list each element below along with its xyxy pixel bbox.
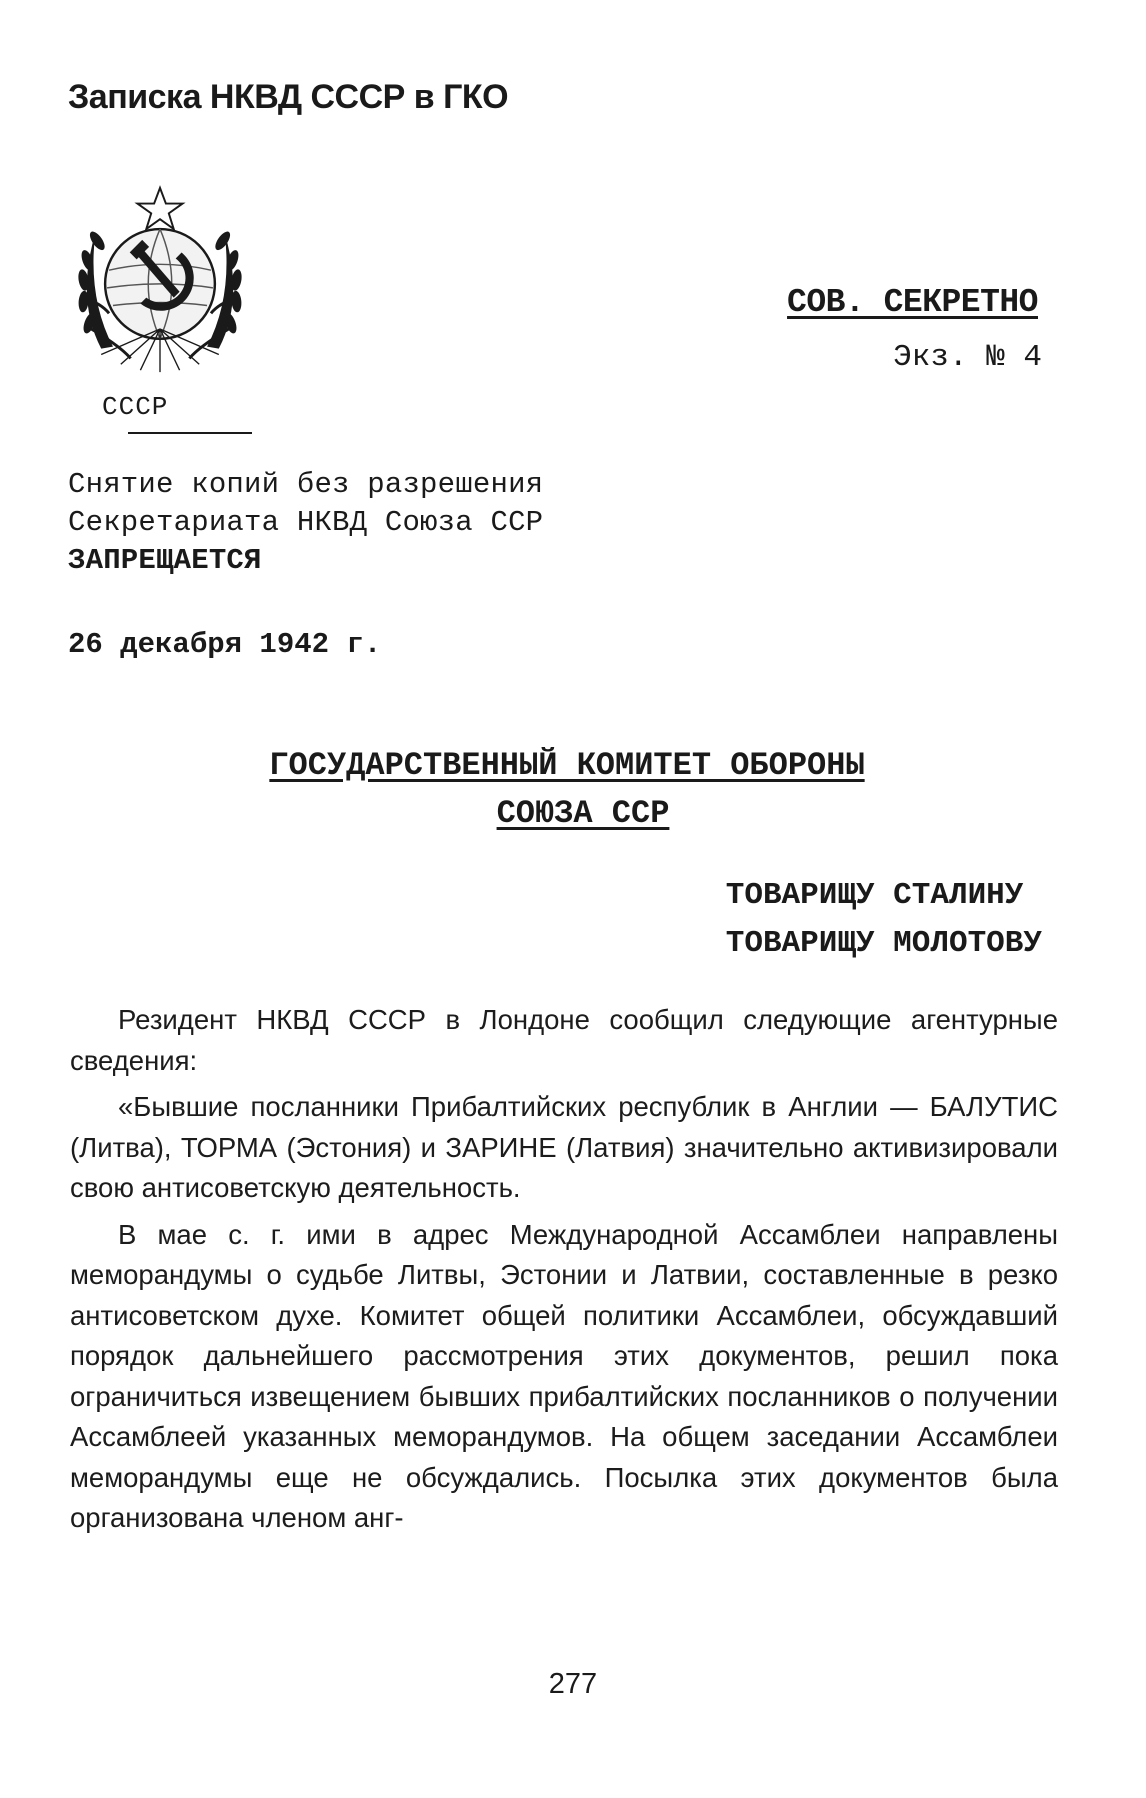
secrecy-stamp: СОВ. СЕКРЕТНО — [787, 284, 1038, 321]
recipient-body — [0, 742, 1146, 838]
addressee-block — [726, 872, 1042, 968]
copy-number: Экз. № 4 — [893, 340, 1042, 375]
addressee-line: ТОВАРИЩУ МОЛОТОВУ — [725, 926, 1042, 961]
recipient-body-line: СОЮЗА ССР — [496, 795, 670, 832]
copy-restriction-notice — [68, 466, 543, 580]
page-number: 277 — [548, 1668, 598, 1700]
restriction-line: ЗАПРЕЩАЕТСЯ — [68, 544, 262, 577]
addressee-line: ТОВАРИЩУ СТАЛИНУ — [725, 878, 1024, 913]
body-paragraph: В мае с. г. ими в адрес Международной Ассамблеи направлены меморандумы о судьбе Литвы, Эстонии и Латвии, составленные в резко антисоветском духе. Комитет общей политики Ассамблеи, обсуждавший порядок дальнейшего рассмотрения этих документов, решил пока ограничиться извещением бывших прибалтийских посланников о получении Ассамблеей указанных меморандумов. На общем заседании Ассамблеи меморандумы еще не обсуждались. Посылка этих документов была организована членом анг- — [70, 1218, 1058, 1533]
recipient-body-line: ГОСУДАРСТВЕННЫЙ КОМИТЕТ ОБОРОНЫ — [269, 747, 865, 784]
document-date: 26 декабря 1942 г. — [68, 628, 382, 661]
body-paragraph: Резидент НКВД СССР в Лондоне сообщил следующие агентурные сведения: — [70, 1004, 1058, 1076]
emblem-caption: СССР — [102, 392, 169, 422]
restriction-line: Снятие копий без разрешения — [68, 468, 544, 501]
page-header-title: Записка НКВД СССР в ГКО — [68, 78, 509, 116]
emblem-underline — [128, 432, 252, 434]
ussr-coat-of-arms-icon — [62, 182, 258, 378]
memo-body — [70, 1000, 1058, 1539]
body-paragraph: «Бывшие посланники Прибалтийских республик в Англии — БАЛУТИС (Литва), ТОРМА (Эстония) и ЗАРИНЕ (Латвия) значительно активизировали свою антисоветскую деятельность. — [70, 1091, 1058, 1203]
restriction-line: Секретариата НКВД Союза ССР — [68, 506, 544, 539]
